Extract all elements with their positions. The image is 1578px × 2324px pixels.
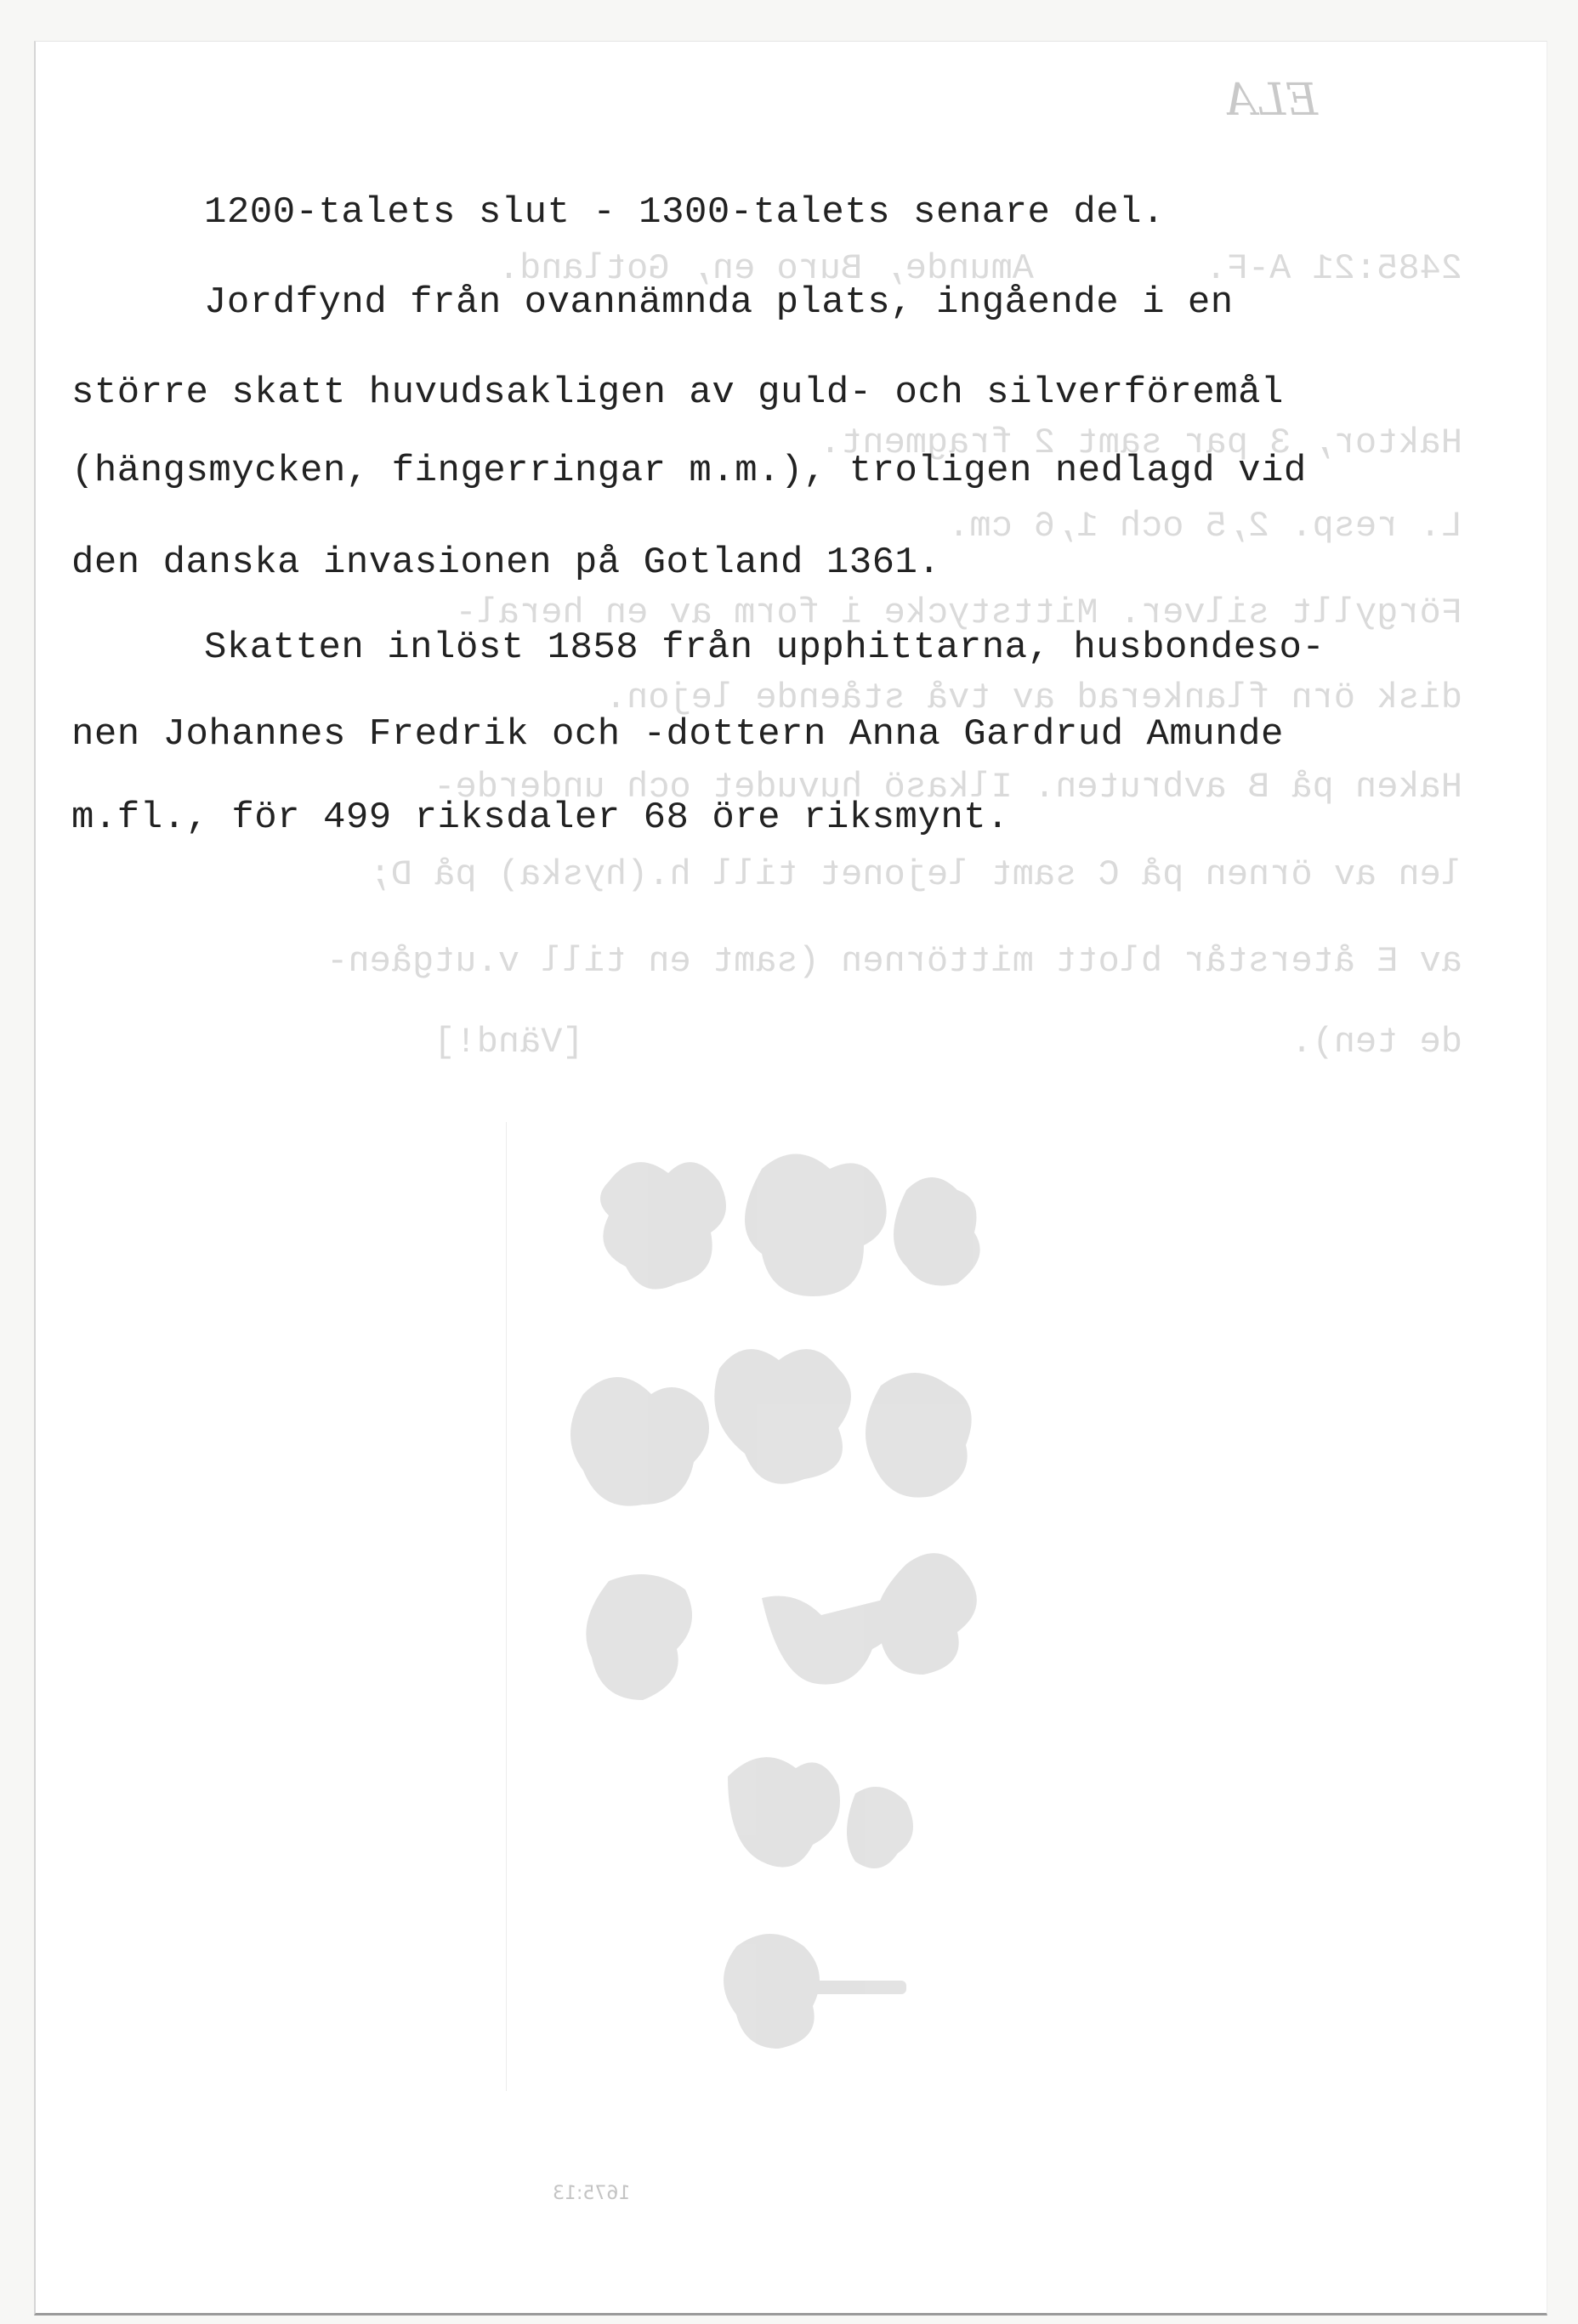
show-through-line: Haken på B avbruten. Ilkasö huvudet och underde- [434, 767, 1462, 808]
show-through-corner-mark: ELA [1224, 75, 1319, 126]
text-line: Skatten inlöst 1858 från upphittarna, husbondeso- [204, 626, 1325, 669]
show-through-photo [506, 1122, 1072, 2091]
show-through-line: len av örnen på C samt lejonet till h.(hyska) på D; [369, 854, 1462, 895]
date-line: 1200-talets slut - 1300-talets senare del. [204, 191, 1165, 234]
text-line: Jordfynd från ovannämnda plats, ingående i en [204, 281, 1234, 324]
text-line: (hängsmycken, fingerringar m.m.), troligen nedlagd vid [71, 450, 1307, 492]
text-line: den danska invasionen på Gotland 1361. [71, 541, 941, 584]
show-through-line: Haktor, 3 par samt 2 fragment. [819, 422, 1462, 463]
show-through-catalog-number: 1675:13 [553, 2183, 631, 2204]
show-through-line: disk örn flankerad av två stående lejon. [605, 677, 1462, 718]
show-through-line: L. resp. 2,5 och 1,6 cm. [948, 506, 1462, 547]
show-through-line: av E återstår blott mittörnen (samt en till v.utgåen- [326, 941, 1462, 982]
show-through-fittings [507, 1122, 1072, 2091]
text-line: m.fl., för 499 riksdaler 68 öre riksmynt. [71, 796, 1010, 839]
text-line: större skatt huvudsakligen av guld- och silverföremål [71, 371, 1284, 414]
show-through-line: de ten). [Vänd!] [434, 1022, 1462, 1063]
show-through-line: 2485:21 A-F. Amunde, Buro en, Gotland. [497, 248, 1462, 289]
show-through-line: Förgyllt silver. Mittstycke i form av en heral- [455, 592, 1462, 633]
text-line: nen Johannes Fredrik och -dottern Anna Gardrud Amunde [71, 713, 1284, 756]
